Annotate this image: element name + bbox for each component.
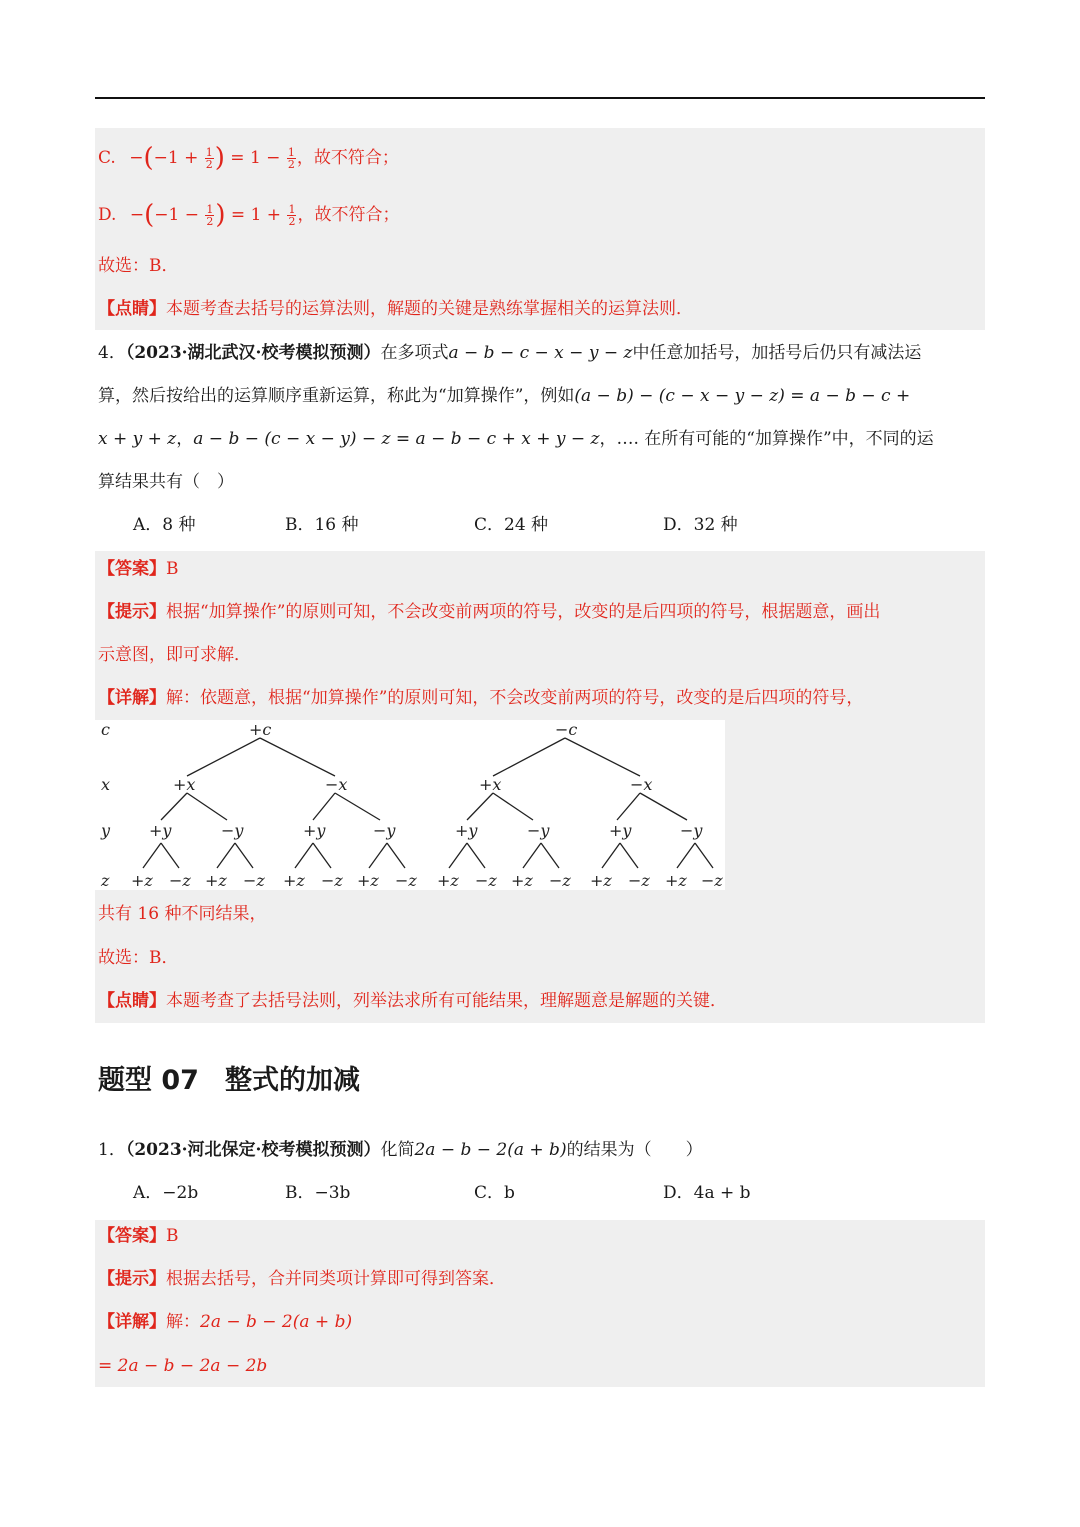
q1-step-2: = 2a − b − 2a − 2b: [98, 1356, 268, 1376]
option-c-solution: C. −(−1 + $\frac{1}{2}$ ) = 1 − $\frac{1}{2}$ ，故不符合；: [98, 143, 399, 173]
q1-option-d: D．4a + b: [663, 1183, 751, 1203]
tree-node: −y: [221, 821, 244, 840]
tree-node: −z: [701, 871, 723, 890]
q1-option-c: C．b: [474, 1183, 515, 1203]
q4-option-c: C．24 种: [474, 515, 549, 535]
tree-node: −x: [630, 775, 653, 794]
q1-answer: 【答案】B: [98, 1226, 179, 1246]
q4-option-d: D．32 种: [663, 515, 738, 535]
tree-node: +y: [149, 821, 172, 840]
tree-row-label-c: c: [101, 720, 110, 739]
tree-node: +x: [479, 775, 502, 794]
q4-line-3: x + y + z，a − b − (c − x − y) − z = a − b − c + x + y − z，…. 在所有可能的“加算操作”中，不同的运: [98, 429, 934, 449]
tree-node: +z: [357, 871, 379, 890]
q1-option-a: A．−2b: [133, 1183, 199, 1203]
tree-row-label-x: x: [101, 775, 111, 794]
tree-node: −z: [321, 871, 343, 890]
tree-row-label-z: z: [101, 871, 110, 890]
tree-node: +x: [173, 775, 196, 794]
tree-node: −y: [680, 821, 703, 840]
tree-node: +z: [283, 871, 305, 890]
tree-node: −z: [475, 871, 497, 890]
q4-line-1: 4．（2023·湖北武汉·校考模拟预测）在多项式a − b − c − x − y − z中任意加括号，加括号后仍只有减法运: [98, 343, 922, 363]
q1-detail: 【详解】解：2a − b − 2(a + b): [98, 1312, 353, 1332]
tree-node: −c: [555, 720, 578, 739]
tree-node: +y: [455, 821, 478, 840]
tree-node: +c: [249, 720, 272, 739]
q4-option-a: A．8 种: [133, 515, 196, 535]
tree-node: −y: [527, 821, 550, 840]
option-d-solution: D. −(−1 − $\frac{1}{2}$ ) = 1 + $\frac{1}{2}$ ，故不符合；: [98, 200, 400, 230]
tree-node: +z: [665, 871, 687, 890]
tree-node: +y: [609, 821, 632, 840]
tree-node: −z: [628, 871, 650, 890]
tree-node: −y: [373, 821, 396, 840]
header-rule: [95, 97, 985, 99]
tree-node: −z: [549, 871, 571, 890]
tree-node: −z: [395, 871, 417, 890]
q4-note: 【点睛】本题考查了去括号法则，列举法求所有可能结果，理解题意是解题的关键．: [98, 991, 727, 1011]
tree-node: −x: [325, 775, 348, 794]
prev-note: 【点睛】本题考查去括号的运算法则，解题的关键是熟练掌握相关的运算法则．: [98, 299, 693, 319]
prev-pick: 故选：B．: [98, 256, 179, 276]
q4-option-b: B．16 种: [285, 515, 359, 535]
q4-line-2: 算，然后按给出的运算顺序重新运算，称此为“加算操作”，例如(a − b) − (c − x − y − z) = a − b − c +: [98, 386, 911, 406]
q4-answer: 【答案】B: [98, 559, 179, 579]
tree-node: −z: [243, 871, 265, 890]
q1-hint: 【提示】根据去括号，合并同类项计算即可得到答案．: [98, 1269, 506, 1289]
sign-tree-diagram: [95, 720, 725, 890]
q4-hint-1: 【提示】根据“加算操作”的原则可知，不会改变前两项的符号，改变的是后四项的符号，根据题意，画出: [98, 602, 881, 622]
section-heading: 题型 07 整式的加减: [98, 1065, 360, 1096]
tree-node: +z: [590, 871, 612, 890]
q4-result: 共有 16 种不同结果，: [98, 904, 267, 924]
q1-option-b: B．−3b: [285, 1183, 351, 1203]
tree-node: +z: [131, 871, 153, 890]
tree-row-label-y: y: [101, 821, 111, 840]
tree-node: +z: [437, 871, 459, 890]
tree-node: −z: [169, 871, 191, 890]
q4-pick: 故选：B．: [98, 948, 179, 968]
q4-detail: 【详解】解：依题意，根据“加算操作”的原则可知，不会改变前两项的符号，改变的是后四项的符号，: [98, 688, 864, 708]
tree-node: +z: [511, 871, 533, 890]
tree-node: +z: [205, 871, 227, 890]
q4-hint-2: 示意图，即可求解．: [98, 645, 251, 665]
tree-node: +y: [303, 821, 326, 840]
q4-line-4: 算结果共有（ ）: [98, 472, 234, 492]
q1-line: 1．（2023·河北保定·校考模拟预测）化简2a − b − 2(a + b)的结果为（ ）: [98, 1140, 703, 1160]
